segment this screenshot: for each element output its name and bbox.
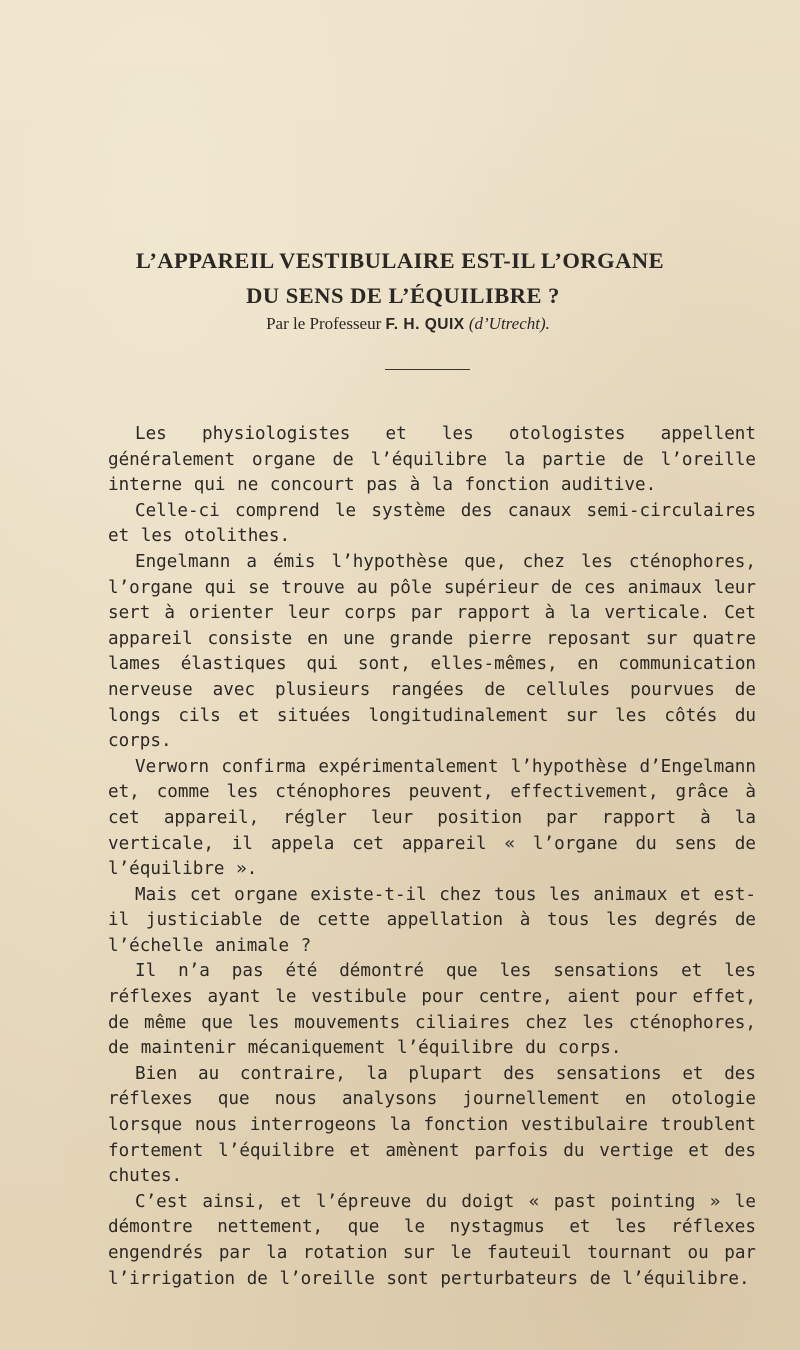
paragraph: Les physiologistes et les otologistes appellent généralement organe de l’équilibre la partie de l’oreille interne qui ne concourt pas à la fonction auditive.	[108, 424, 756, 496]
author-name: F. H. QUIX	[385, 316, 465, 333]
paragraph: Mais cet organe existe-t-il chez tous les animaux et est-il justiciable de cette appellation à tous les degrés de l’échelle animale ?	[108, 884, 756, 956]
paragraph: Engelmann a émis l’hypothèse que, chez les cténophores, l’organe qui se trouve au pôle supérieur de ces animaux leur sert à orienter leur corps par rapport à la verticale. Cet appareil consiste en une grande pierre reposant sur quatre lames élastiques qui sont, elles-mêmes, en communication nerveuse avec plusieurs rangées de cellules pourvues de longs cils et situées longitudinalement sur les côtés du corps.	[108, 551, 756, 752]
author-affiliation: (d’Utrecht).	[468, 314, 550, 333]
byline	[0, 314, 800, 334]
paragraph: Il n’a pas été démontré que les sensations et les réflexes ayant le vestibule pour centre, aient pour effet, de même que les mouvements ciliaires chez les cténophores, de maintenir mécaniquement l’équilibre du corps.	[108, 961, 756, 1059]
title-line-1: L’APPAREIL VESTIBULAIRE EST-IL L’ORGANE	[135, 248, 665, 274]
article-title	[0, 243, 800, 313]
paragraph: Bien au contraire, la plupart des sensations et des réflexes que nous analysons journellement en otologie lorsque nous interrogeons la fonction vestibulaire troublent fortement l’équilibre et amènent parfois du vertige et des chutes.	[108, 1063, 756, 1187]
paragraph: C’est ainsi, et l’épreuve du doigt « past pointing » le démontre nettement, que le nystagmus et les réflexes engendrés par la rotation sur le fauteuil tournant ou par l’irrigation de l’oreille sont perturbateurs de l’équilibre.	[108, 1191, 756, 1289]
separator-rule	[385, 369, 470, 370]
paragraph: Celle-ci comprend le système des canaux semi-circulaires et les otolithes.	[108, 500, 756, 547]
article-body	[108, 422, 756, 1292]
byline-prefix: Par le Professeur	[266, 314, 386, 333]
title-line-2: DU SENS DE L’ÉQUILIBRE ?	[246, 283, 560, 309]
paragraph: Verworn confirma expérimentalement l’hypothèse d’Engelmann et, comme les cténophores peuvent, effectivement, grâce à cet appareil, régler leur position par rapport à la verticale, il appela cet appareil « l’organe du sens de l’équilibre ».	[108, 756, 756, 880]
